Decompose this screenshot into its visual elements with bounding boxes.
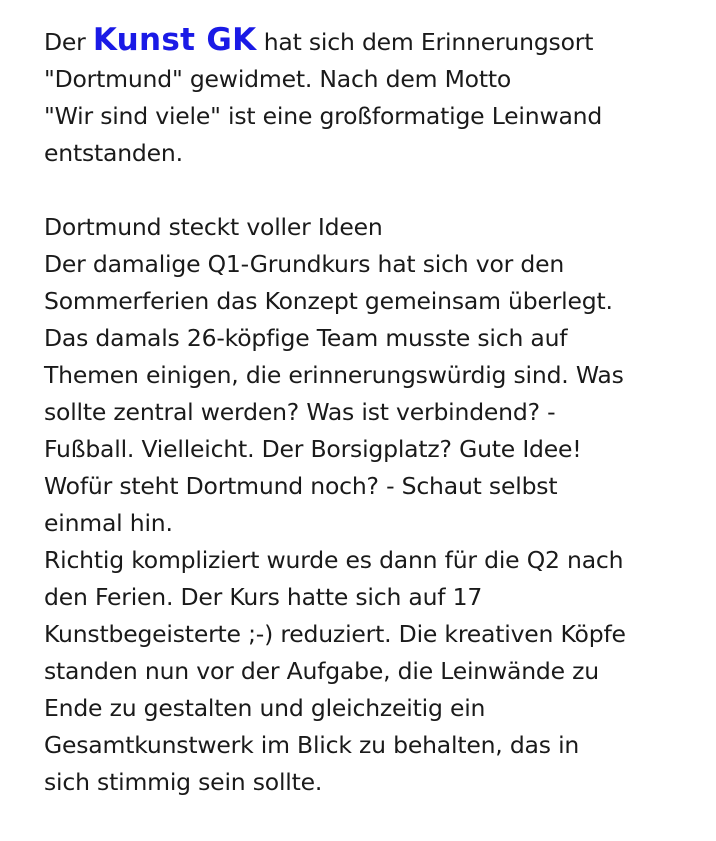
section-line: Ende zu gestalten und gleichzeitig ein (44, 694, 486, 722)
section-line: Fußball. Vielleicht. Der Borsigplatz? Gute Idee! (44, 435, 582, 463)
section-line: standen nun vor der Aufgabe, die Leinwände zu (44, 657, 599, 685)
section-line: Sommerferien das Konzept gemeinsam überlegt. (44, 287, 613, 315)
section-paragraph (44, 209, 694, 801)
intro-pre-text: Der (44, 28, 93, 56)
section-line: Themen einigen, die erinnerungswürdig sind. Was (44, 361, 624, 389)
intro-post-text: hat sich dem Erinnerungsort (256, 28, 594, 56)
article (44, 22, 694, 801)
section-line: Wofür steht Dortmund noch? - Schaut selbst (44, 472, 558, 500)
section-heading: Dortmund steckt voller Ideen (44, 213, 383, 241)
section-line: Richtig kompliziert wurde es dann für die Q2 nach (44, 546, 624, 574)
intro-line: entstanden. (44, 139, 183, 167)
intro-line: "Dortmund" gewidmet. Nach dem Motto (44, 65, 512, 93)
intro-line: "Wir sind viele" ist eine großformatige Leinwand (44, 102, 603, 130)
section-line: den Ferien. Der Kurs hatte sich auf 17 (44, 583, 483, 611)
section-line: sollte zentral werden? Was ist verbindend? - (44, 398, 556, 426)
section-line: einmal hin. (44, 509, 173, 537)
course-name-highlight: Kunst GK (92, 22, 257, 58)
section-line: Das damals 26-köpfige Team musste sich auf (44, 324, 568, 352)
section-line: Kunstbegeisterte ;-) reduziert. Die kreativen Köpfe (44, 620, 626, 648)
paragraph-spacer (44, 172, 694, 209)
section-line: sich stimmig sein sollte. (44, 768, 323, 796)
intro-first-line (44, 22, 694, 61)
intro-paragraph (44, 22, 694, 172)
section-line: Der damalige Q1-Grundkurs hat sich vor den (44, 250, 565, 278)
section-line: Gesamtkunstwerk im Blick zu behalten, das in (44, 731, 580, 759)
